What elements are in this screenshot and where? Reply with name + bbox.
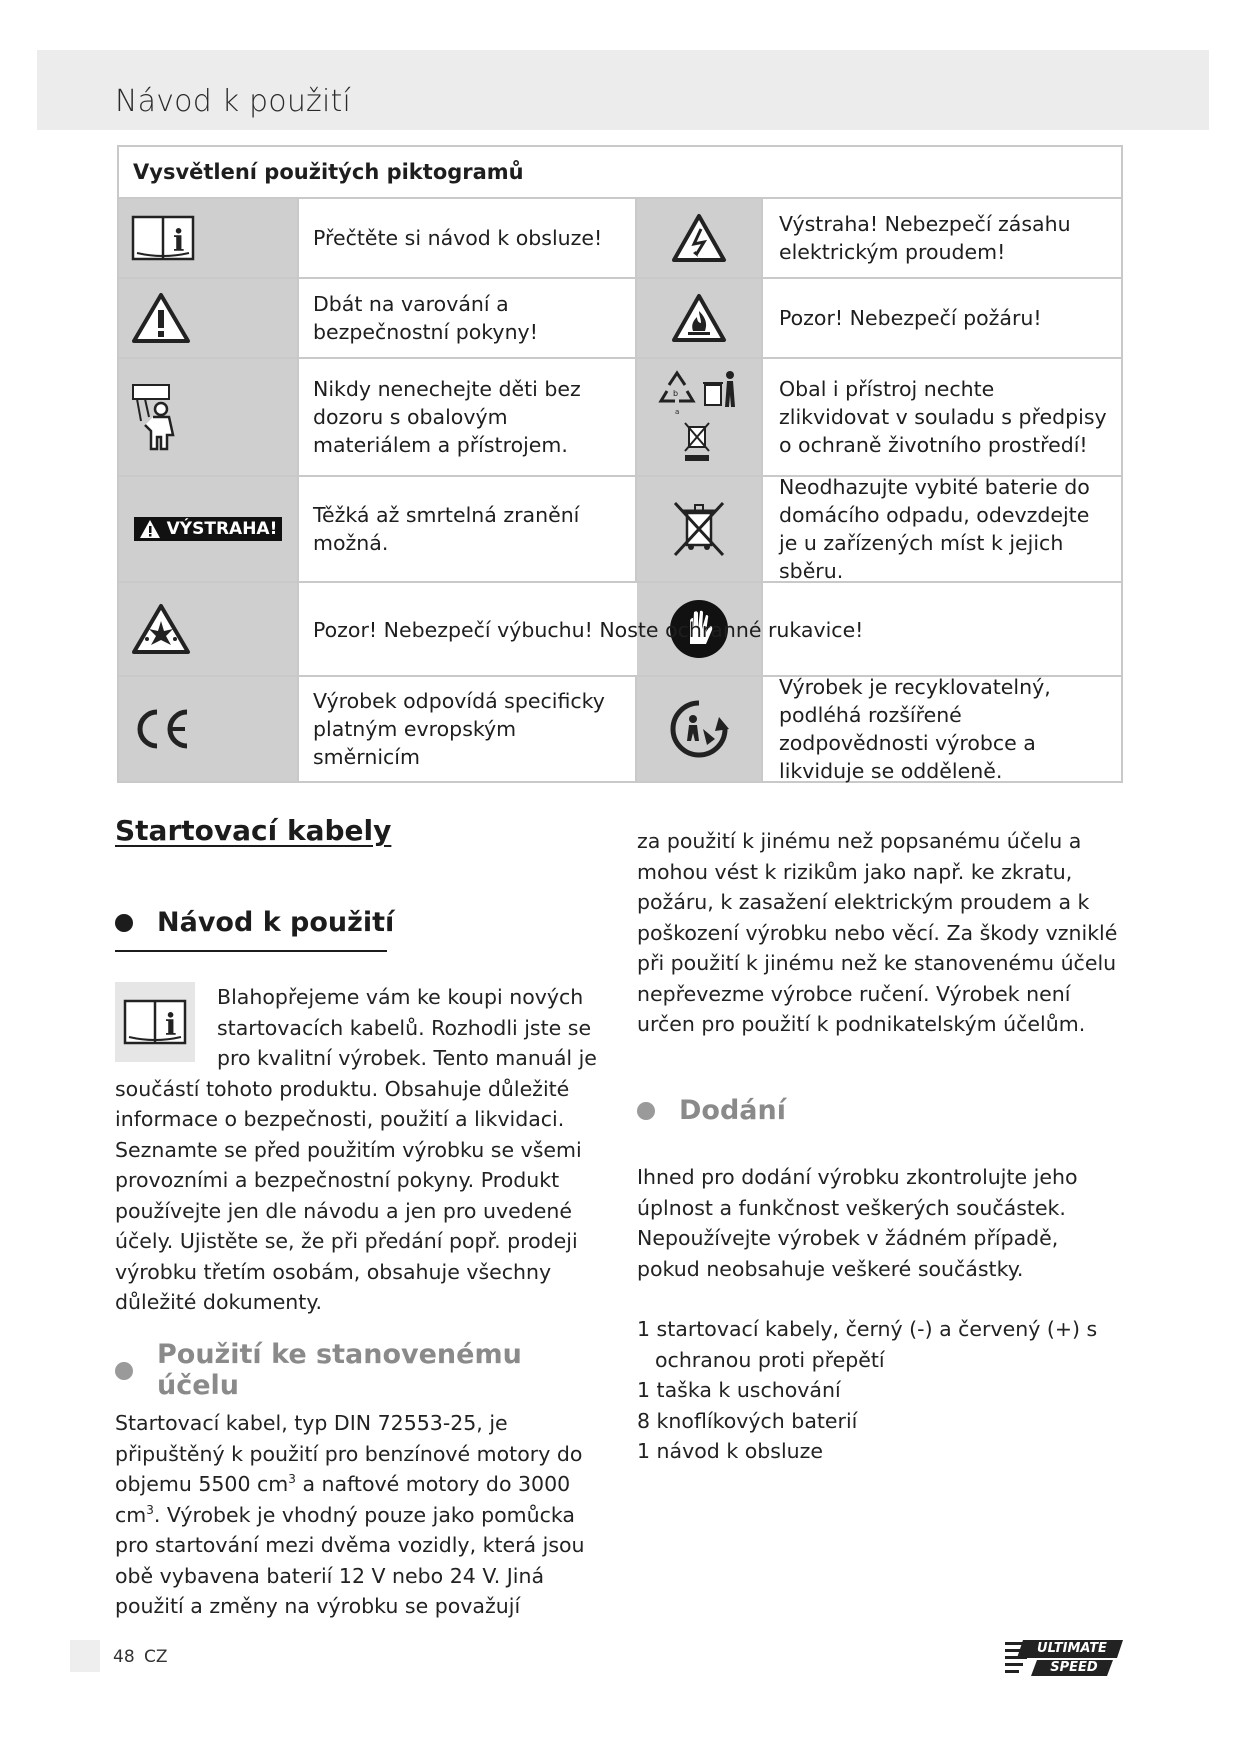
logo-line2: SPEED [1050, 1660, 1098, 1675]
bullet-icon [115, 1362, 133, 1380]
recycling-icon [637, 677, 763, 781]
electric-hazard-icon [637, 199, 763, 277]
page-number-value: 48 [113, 1647, 135, 1667]
list-item: 1 startovací kabely, černý (-) a červený (+) s ochranou proti přepětí [637, 1317, 1098, 1372]
pictogram-text: Pozor! Nebezpečí výbuchu! Noste ochranné rukavice! [313, 618, 864, 642]
list-item: 1 taška k uschování [637, 1378, 841, 1402]
svg-text:i: i [165, 1008, 177, 1043]
pictogram-text: Pozor! Nebezpečí požáru! [779, 306, 1042, 330]
pictogram-table [117, 145, 1123, 783]
section1-body [115, 982, 599, 1318]
pictogram-text: Neodhazujte vybité baterie do domácího odpadu, odevzdejte je u zařízených míst k jejich sběru. [779, 475, 1090, 583]
svg-text:b: b [673, 389, 679, 398]
pictogram-text: Přečtěte si návod k obsluze! [299, 199, 637, 277]
superscript: 3 [288, 1472, 296, 1487]
right-column [637, 826, 1127, 1040]
page-number [113, 1647, 168, 1667]
section3-body [637, 1162, 1127, 1284]
book-info-icon [115, 982, 195, 1062]
warning-icon [139, 519, 161, 539]
vystraha-label: VÝSTRAHA! [166, 519, 278, 539]
svg-text:i: i [173, 224, 185, 259]
table-row [119, 477, 1121, 583]
table-row [119, 583, 1121, 677]
left-column [115, 816, 605, 847]
table-row [119, 279, 1121, 359]
list-item: 1 návod k obsluze [637, 1439, 824, 1463]
section2-heading-text: Použití ke stanovenému účelu [157, 1339, 522, 1401]
ultimate-speed-logo [1005, 1636, 1123, 1684]
pictogram-text: Těžká až smrtelná zranění možná. [299, 477, 637, 581]
section1-heading [115, 908, 605, 939]
section3-heading-text: Dodání [679, 1095, 786, 1126]
section2-text-a: Startovací kabel, typ DIN 72553-25, je připuštěný k použití pro benzínové motory do objemu 5500 cm [115, 1411, 583, 1496]
disposal-icon [637, 359, 763, 475]
section2-heading [115, 1340, 605, 1401]
bullet-icon [115, 914, 133, 932]
logo-line1: ULTIMATE [1037, 1641, 1107, 1656]
explosion-hazard-icon [119, 583, 299, 675]
pictogram-text: Výrobek odpovídá specificky platným evropským směrnicím [299, 677, 637, 781]
page-title: Návod k použití [115, 84, 352, 119]
book-info-icon [119, 199, 299, 277]
ce-mark-icon [119, 677, 299, 781]
pictogram-text: Výstraha! Nebezpečí zásahu elektrickým proudem! [779, 212, 1071, 264]
child-packaging-icon [119, 359, 299, 475]
table-row [119, 199, 1121, 279]
list-item: 8 knoflíkových baterií [637, 1408, 858, 1433]
svg-text:a: a [675, 408, 680, 416]
warning-icon [119, 279, 299, 357]
language-code: CZ [144, 1647, 168, 1667]
heading-underline [115, 950, 387, 952]
section2-body [115, 1408, 607, 1622]
intended-use-text: za použití k jinému než popsanému účelu a mohou vést k rizikům jako např. ke zkratu, požáru, k zasažení elektrickým proudem a k poškození výrobku nebo věcí. Za škody vzniklé při použití k jinému než ke stanovenému účelu nepřevezme výrobce ručení. Výrobek není určen pro použití k podnikatelským účelům. [637, 829, 1118, 1036]
fire-hazard-icon [637, 279, 763, 357]
crossed-bin-icon [637, 477, 763, 581]
section2-text-b: a naftové motory do 3000 cm [115, 1472, 571, 1527]
section2-text-c: . Výrobek je vhodný pouze jako pomůcka pro startování mezi dvěma vozidly, která jsou obě vybavena baterií 12 V nebo 24 V. Jiná použití a změny na výrobku se považují [115, 1502, 585, 1618]
main-title: Startovací kabely [115, 814, 392, 847]
pictogram-text: Nikdy nenechejte děti bez dozoru s obalovým materiálem a přístrojem. [299, 359, 637, 475]
section1-heading-text: Návod k použití [157, 907, 395, 938]
vystraha-label-icon [119, 477, 299, 581]
delivery-text: Ihned pro dodání výrobku zkontrolujte jeho úplnost a funkčnost veškerých součástek. Nepoužívejte výrobek v žádném případě, pokud neobsahuje veškeré součástky. [637, 1165, 1078, 1281]
section2-heading-wrap [115, 1340, 605, 1401]
section3-heading [637, 1096, 1127, 1127]
section2-text [115, 1408, 607, 1622]
pictogram-table-heading: Vysvětlení použitých piktogramů [119, 147, 1121, 199]
section1-text: Blahopřejeme vám ke koupi nových startovacích kabelů. Rozhodli jste se pro kvalitní výrobek. Tento manuál je součástí tohoto produktu. Obsahuje důležité informace o bezpečnosti, použití a likvidaci. Seznamte se před použitím výrobku se všemi provozními a bezpečnostní pokyny. Produkt používejte jen dle návodu a jen pro uvedené účely. Ujistěte se, že při předání popř. prodeji výrobku třetím osobám, obsahuje všechny důležité dokumenty. [115, 985, 597, 1314]
pictogram-text: Výrobek je recyklovatelný, podléhá rozšířené zodpovědnosti výrobce a likviduje se odděleně. [779, 675, 1051, 783]
bullet-icon [637, 1102, 655, 1120]
delivery-list [637, 1314, 1107, 1467]
table-row [119, 677, 1121, 781]
footer-box [70, 1640, 100, 1672]
pictogram-text: Dbát na varování a bezpečnostní pokyny! [299, 279, 637, 357]
superscript: 3 [146, 1502, 154, 1517]
section3-heading-wrap [637, 1096, 1127, 1127]
section1-heading-wrap [115, 908, 605, 939]
table-row [119, 359, 1121, 477]
pictogram-text: Obal i přístroj nechte zlikvidovat v souladu s předpisy o ochraně životního prostředí! [779, 377, 1107, 457]
